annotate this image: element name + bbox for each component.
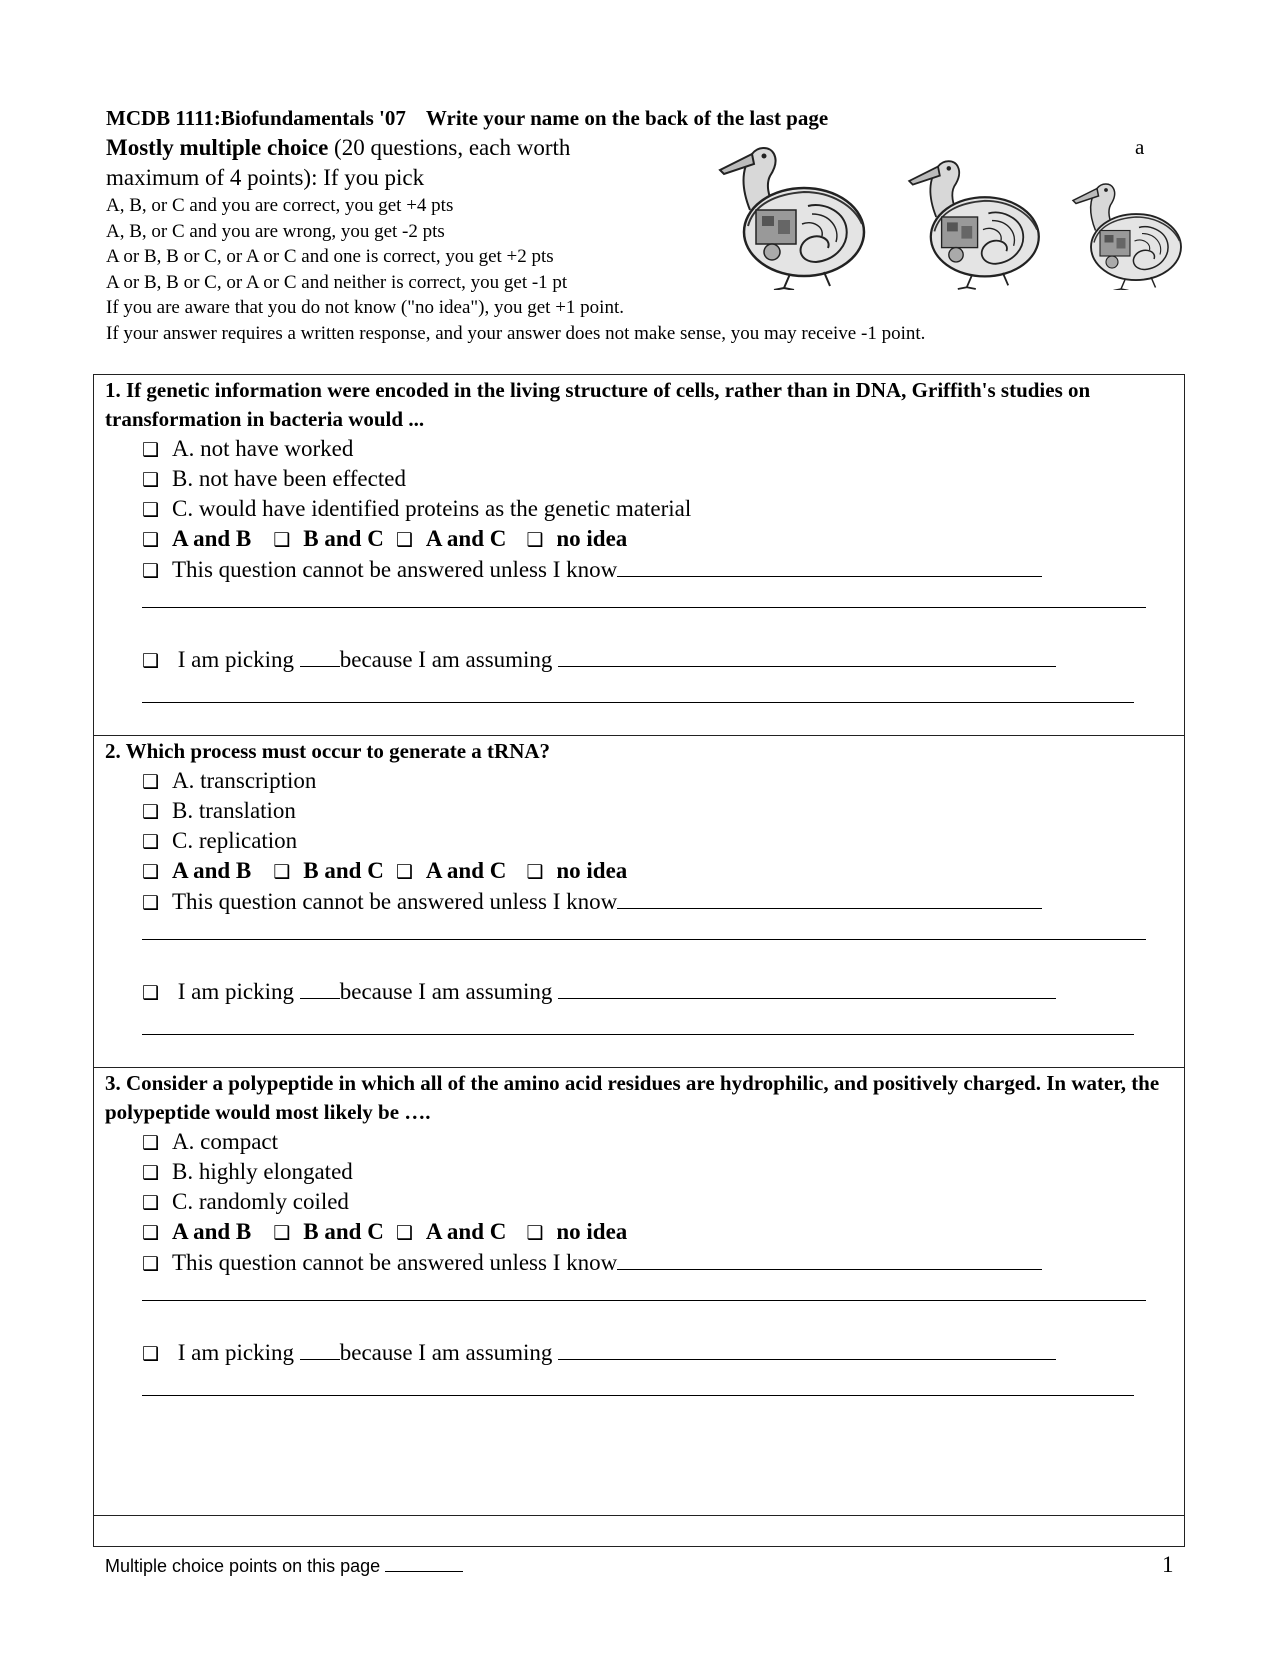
bottom-strip bbox=[93, 1515, 1185, 1547]
pick-blank[interactable] bbox=[300, 644, 340, 667]
answer-blank[interactable] bbox=[617, 554, 1042, 577]
scoring-rule: A or B, B or C, or A or C and neither is correct, you get -1 pt bbox=[106, 271, 568, 293]
course-title: MCDB 1111:Biofundamentals '07 bbox=[106, 106, 406, 130]
checkbox-icon[interactable]: ❑ bbox=[142, 771, 160, 793]
checkbox-icon[interactable]: ❑ bbox=[395, 1222, 413, 1244]
question-2 bbox=[93, 735, 1185, 1068]
combination-options bbox=[142, 524, 627, 554]
checkbox-icon[interactable]: ❑ bbox=[273, 529, 291, 551]
cannot-answer-option[interactable]: ❑ This question cannot be answered unless I know bbox=[142, 886, 1042, 916]
pick-blank[interactable] bbox=[300, 976, 340, 999]
question-stem: 1. If genetic information were encoded in the living structure of cells, rather than in DNA, Griffith's studies on transformation in bacteria would ... bbox=[105, 378, 1091, 431]
combination-options bbox=[142, 856, 627, 886]
option-a[interactable]: ❑ A. not have worked bbox=[142, 434, 353, 464]
cannot-answer-option[interactable]: ❑ This question cannot be answered unless I know bbox=[142, 1247, 1042, 1277]
points-blank[interactable] bbox=[385, 1555, 463, 1572]
option-a-and-c[interactable]: A and C bbox=[425, 1219, 507, 1244]
option-a[interactable]: ❑ A. compact bbox=[142, 1127, 278, 1157]
option-no-idea[interactable]: no idea bbox=[556, 526, 628, 551]
checkbox-icon[interactable]: ❑ bbox=[142, 801, 160, 823]
option-no-idea[interactable]: no idea bbox=[556, 1219, 628, 1244]
scoring-rule: A, B, or C and you are correct, you get +4 pts bbox=[106, 195, 454, 216]
checkbox-icon[interactable]: ❑ bbox=[142, 1132, 160, 1154]
scoring-rule: If you are aware that you do not know ("no idea"), you get +1 point. bbox=[106, 297, 624, 318]
option-a-and-b[interactable]: A and B bbox=[172, 858, 252, 883]
corner-letter: a bbox=[1135, 135, 1145, 159]
checkbox-icon[interactable]: ❑ bbox=[142, 861, 160, 883]
checkbox-icon[interactable]: ❑ bbox=[142, 831, 160, 853]
option-a-and-b[interactable]: A and B bbox=[172, 1219, 252, 1244]
option-b[interactable]: ❑ B. not have been effected bbox=[142, 464, 406, 494]
checkbox-icon[interactable]: ❑ bbox=[142, 469, 160, 491]
footer-label: Multiple choice points on this page bbox=[105, 1556, 381, 1576]
question-1 bbox=[93, 374, 1185, 736]
answer-blank[interactable] bbox=[617, 1247, 1042, 1270]
checkbox-icon[interactable]: ❑ bbox=[395, 861, 413, 883]
checkbox-icon[interactable]: ❑ bbox=[142, 499, 160, 521]
checkbox-icon[interactable]: ❑ bbox=[142, 650, 160, 672]
scoring-rule: A or B, B or C, or A or C and one is correct, you get +2 pts bbox=[106, 246, 554, 267]
option-b[interactable]: ❑ B. highly elongated bbox=[142, 1157, 353, 1187]
option-c[interactable]: ❑ C. would have identified proteins as the genetic material bbox=[142, 494, 691, 524]
checkbox-icon[interactable]: ❑ bbox=[395, 529, 413, 551]
question-stem: 2. Which process must occur to generate a tRNA? bbox=[105, 739, 551, 763]
checkbox-icon[interactable]: ❑ bbox=[142, 982, 160, 1004]
page-number: 1 bbox=[1162, 1552, 1174, 1577]
checkbox-icon[interactable]: ❑ bbox=[142, 439, 160, 461]
question-3 bbox=[93, 1067, 1185, 1516]
answer-line[interactable] bbox=[142, 607, 1146, 608]
option-a-and-c[interactable]: A and C bbox=[425, 858, 507, 883]
option-b-and-c[interactable]: B and C bbox=[303, 1219, 384, 1244]
checkbox-icon[interactable]: ❑ bbox=[526, 861, 544, 883]
option-c[interactable]: ❑ C. randomly coiled bbox=[142, 1187, 349, 1217]
option-b-and-c[interactable]: B and C bbox=[303, 858, 384, 883]
mc-detail-line-2: maximum of 4 points): If you pick bbox=[106, 165, 425, 190]
footer-points bbox=[105, 1555, 463, 1577]
assumption-option[interactable]: ❑ I am picking because I am assuming bbox=[142, 1337, 1056, 1367]
cannot-answer-option[interactable]: ❑ This question cannot be answered unless I know bbox=[142, 554, 1042, 584]
mechanical-duck-illustration bbox=[712, 140, 1202, 290]
checkbox-icon[interactable]: ❑ bbox=[526, 1222, 544, 1244]
combination-options bbox=[142, 1217, 627, 1247]
answer-line[interactable] bbox=[142, 1034, 1134, 1035]
scoring-rule: If your answer requires a written response, and your answer does not make sense, you may receive -1 point. bbox=[106, 322, 926, 344]
assumption-option[interactable]: ❑ I am picking because I am assuming bbox=[142, 976, 1056, 1006]
answer-line[interactable] bbox=[142, 1395, 1134, 1396]
pick-blank[interactable] bbox=[300, 1337, 340, 1360]
checkbox-icon[interactable]: ❑ bbox=[142, 1222, 160, 1244]
title-line bbox=[106, 103, 1186, 133]
checkbox-icon[interactable]: ❑ bbox=[142, 1253, 160, 1275]
checkbox-icon[interactable]: ❑ bbox=[273, 861, 291, 883]
name-instruction: Write your name on the back of the last page bbox=[425, 106, 829, 130]
scoring-rule: A, B, or C and you are wrong, you get -2 pts bbox=[106, 220, 445, 242]
answer-blank[interactable] bbox=[617, 886, 1042, 909]
option-a-and-c[interactable]: A and C bbox=[425, 526, 507, 551]
mc-detail: (20 questions, each worth bbox=[334, 135, 571, 160]
checkbox-icon[interactable]: ❑ bbox=[142, 1343, 160, 1365]
answer-line[interactable] bbox=[142, 702, 1134, 703]
option-b[interactable]: ❑ B. translation bbox=[142, 796, 296, 826]
answer-line[interactable] bbox=[142, 939, 1146, 940]
checkbox-icon[interactable]: ❑ bbox=[142, 1162, 160, 1184]
checkbox-icon[interactable]: ❑ bbox=[142, 1192, 160, 1214]
checkbox-icon[interactable]: ❑ bbox=[526, 529, 544, 551]
option-a[interactable]: ❑ A. transcription bbox=[142, 766, 316, 796]
question-stem: 3. Consider a polypeptide in which all of the amino acid residues are hydrophilic, and positively charged. In water, the polypeptide would most likely be …. bbox=[105, 1071, 1160, 1124]
checkbox-icon[interactable]: ❑ bbox=[142, 892, 160, 914]
option-c[interactable]: ❑ C. replication bbox=[142, 826, 297, 856]
assumption-blank[interactable] bbox=[558, 976, 1056, 999]
answer-line[interactable] bbox=[142, 1300, 1146, 1301]
assumption-option[interactable]: ❑ I am picking because I am assuming bbox=[142, 644, 1056, 674]
checkbox-icon[interactable]: ❑ bbox=[142, 529, 160, 551]
option-b-and-c[interactable]: B and C bbox=[303, 526, 384, 551]
checkbox-icon[interactable]: ❑ bbox=[273, 1222, 291, 1244]
option-no-idea[interactable]: no idea bbox=[556, 858, 628, 883]
option-a-and-b[interactable]: A and B bbox=[172, 526, 252, 551]
assumption-blank[interactable] bbox=[558, 644, 1056, 667]
mc-title: Mostly multiple choice bbox=[106, 135, 329, 160]
checkbox-icon[interactable]: ❑ bbox=[142, 560, 160, 582]
assumption-blank[interactable] bbox=[558, 1337, 1056, 1360]
